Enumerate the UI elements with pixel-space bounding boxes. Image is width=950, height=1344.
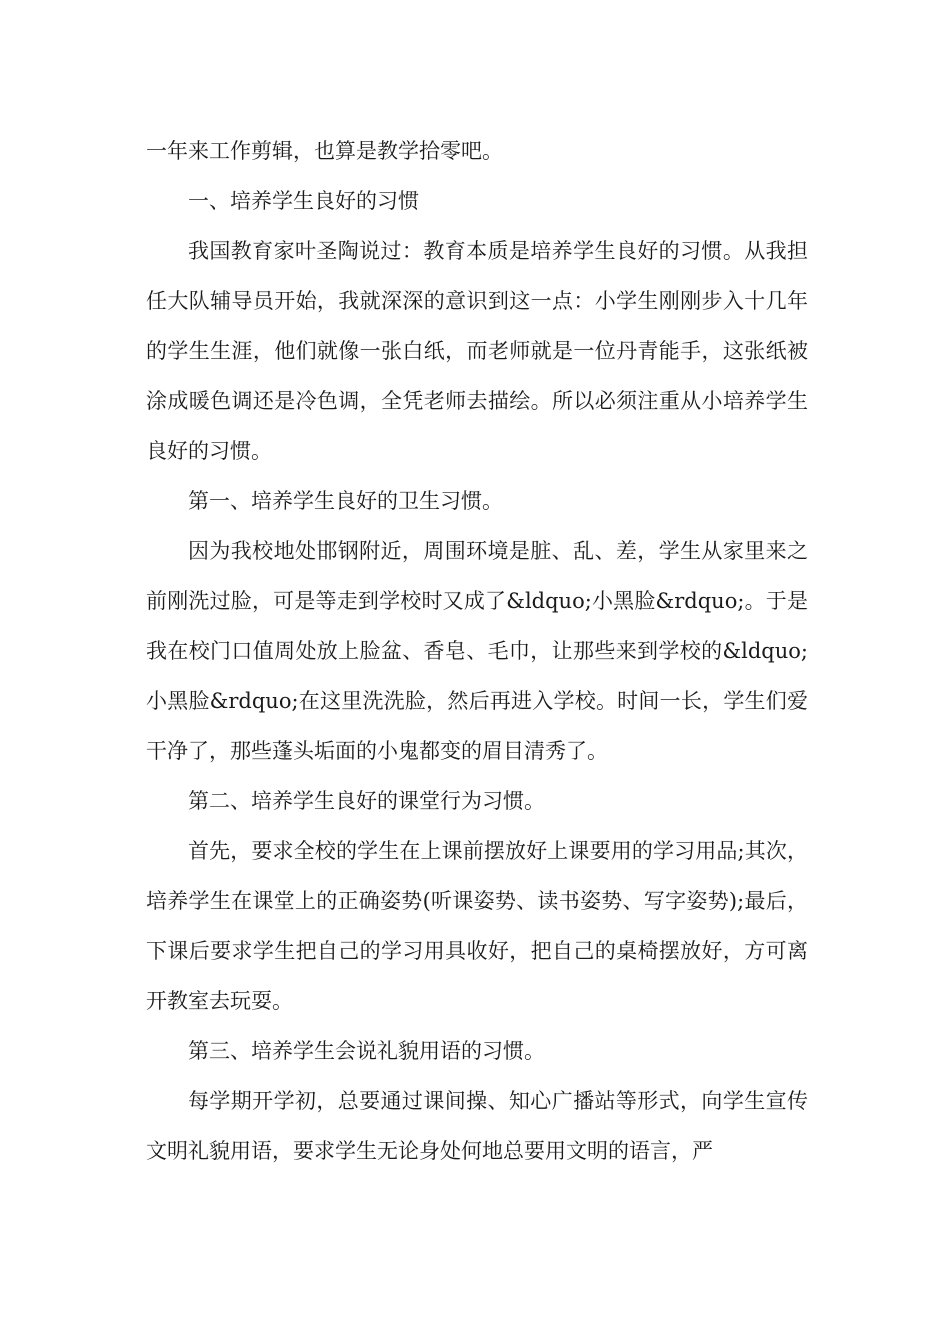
document-body (146, 126, 808, 1176)
section-heading-habits: 一、培养学生良好的习惯 (188, 189, 419, 213)
paragraph-hygiene: 因为我校地处邯钢附近，周围环境是脏、乱、差，学生从家里来之前刚洗过脸，可是等走到学校时又成了&ldquo;小黑脸&rdquo;。于是我在校门口值周处放上脸盆、香皂、毛巾，让那些来到学校的&ldquo;小黑脸&rdquo;在这里洗洗脸，然后再进入学校。时间一长，学生们爱干净了，那些蓬头垢面的小鬼都变的眉目清秀了。 (146, 539, 808, 763)
subheading-courtesy: 第三、培养学生会说礼貌用语的习惯。 (188, 1039, 545, 1063)
subheading-classroom: 第二、培养学生良好的课堂行为习惯。 (188, 789, 545, 813)
paragraph-classroom: 首先，要求全校的学生在上课前摆放好上课要用的学习用品;其次，培养学生在课堂上的正确姿势(听课姿势、读书姿势、写字姿势);最后，下课后要求学生把自己的学习用具收好，把自己的桌椅摆放好，方可离开教室去玩耍。 (146, 839, 808, 1013)
paragraph-continuation: 一年来工作剪辑，也算是教学拾零吧。 (146, 139, 503, 163)
paragraph-courtesy: 每学期开学初，总要通过课间操、知心广播站等形式，向学生宣传文明礼貌用语，要求学生无论身处何地总要用文明的语言，严 (146, 1089, 808, 1163)
paragraph-intro: 我国教育家叶圣陶说过：教育本质是培养学生良好的习惯。从我担任大队辅导员开始，我就深深的意识到这一点：小学生刚刚步入十几年的学生生涯，他们就像一张白纸，而老师就是一位丹青能手，这张纸被涂成暖色调还是冷色调，全凭老师去描绘。所以必须注重从小培养学生良好的习惯。 (146, 239, 808, 463)
subheading-hygiene: 第一、培养学生良好的卫生习惯。 (188, 489, 503, 513)
